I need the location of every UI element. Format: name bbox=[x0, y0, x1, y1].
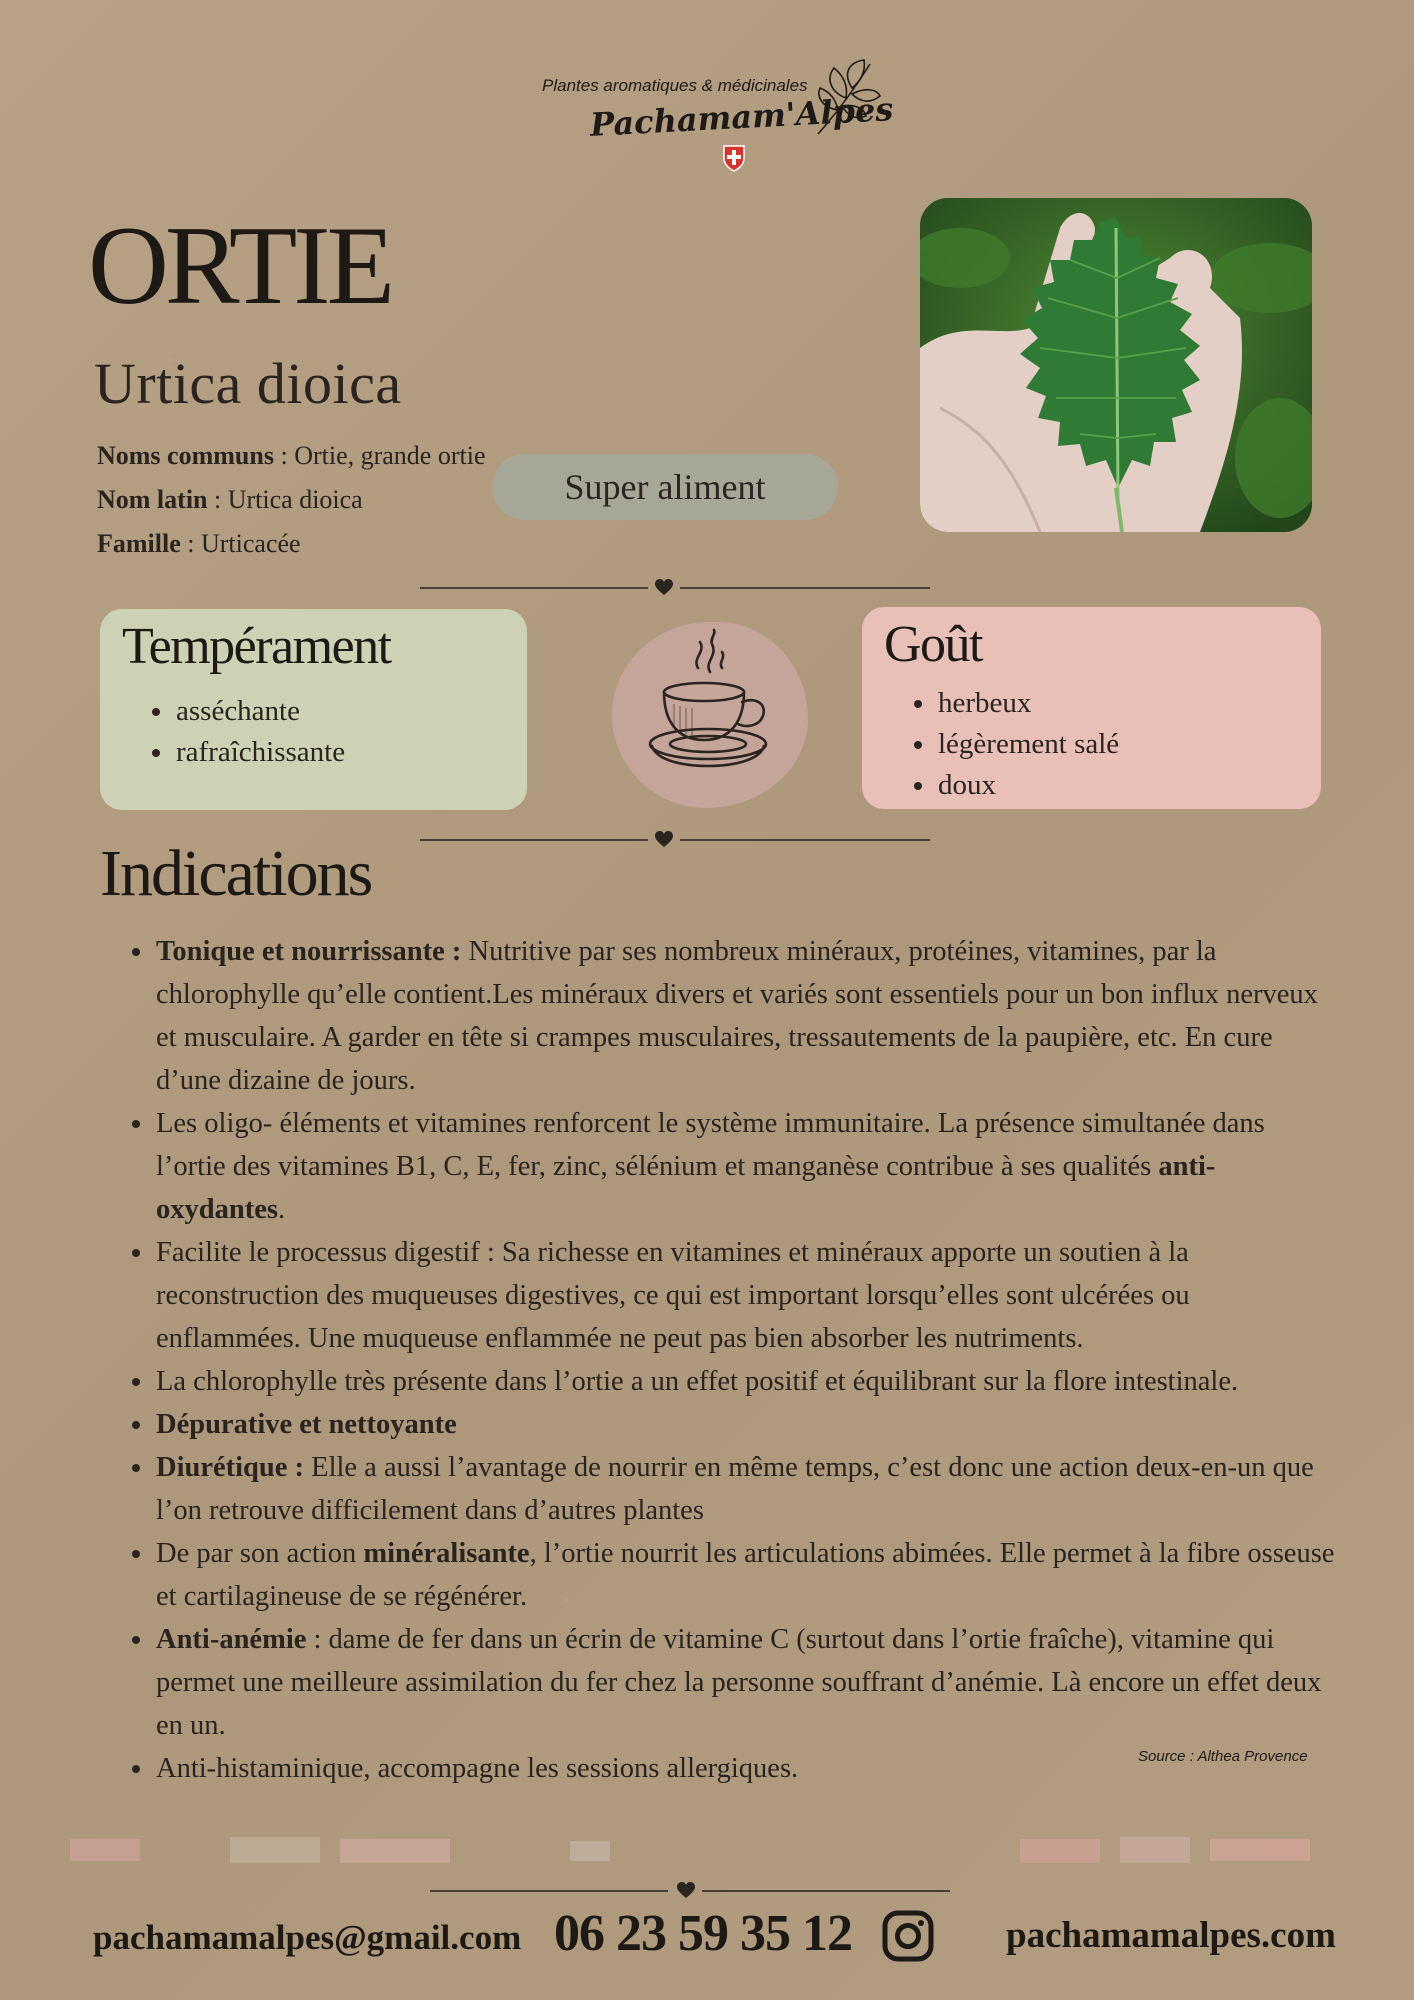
contact-phone[interactable]: 06 23 59 35 12 bbox=[554, 1905, 852, 1962]
list-item bbox=[130, 1360, 1340, 1403]
list-item bbox=[130, 1102, 1340, 1231]
logo-brand-name: Pachamam'Alpes bbox=[589, 90, 895, 144]
indication-bold: Anti-anémie bbox=[156, 1624, 307, 1655]
indication-text: De par son action bbox=[156, 1538, 364, 1569]
temperament-box bbox=[100, 609, 527, 810]
list-item bbox=[130, 1231, 1340, 1360]
list-item bbox=[130, 1618, 1340, 1747]
contact-website[interactable]: pachamamalpes.com bbox=[1006, 1915, 1336, 1956]
heart-icon bbox=[654, 830, 674, 850]
section-divider bbox=[420, 578, 930, 598]
indication-bold: Tonique et nourrissante : bbox=[156, 936, 462, 967]
indication-tail: . bbox=[277, 1194, 286, 1225]
indication-text: Nutritive par ses nombreux minéraux, protéines, vitamines, par la chlorophylle qu’elle contient.Les minéraux divers et variés sont essentiels pour un bon influx nerveux et musculaire. A garder en tête si crampes musculaires, tressautements de la paupière, etc. En cure d’une dizaine de jours. bbox=[156, 936, 1318, 1096]
list-item bbox=[130, 1446, 1340, 1532]
contact-footer bbox=[0, 1900, 1414, 1980]
list-item: légèrement salé bbox=[904, 724, 1119, 765]
fact-label: Famille bbox=[97, 529, 181, 558]
brand-logo bbox=[530, 58, 895, 178]
tea-cup-badge bbox=[612, 622, 808, 808]
tea-cup-icon bbox=[612, 622, 808, 808]
plant-facts bbox=[97, 434, 486, 566]
section-divider bbox=[420, 830, 930, 850]
fact-family: Famille : Urticacée bbox=[97, 529, 301, 558]
list-item bbox=[130, 1403, 1340, 1446]
list-item: herbeux bbox=[904, 683, 1119, 724]
temperament-title: Tempérament bbox=[122, 618, 391, 675]
indication-text: Anti-histaminique, accompagne les sessions allergiques. bbox=[156, 1753, 799, 1784]
indication-tail: , l’ortie nourrit les articulations abimées. Elle permet à la fibre osseuse et cartilagineuse de se régénérer. bbox=[156, 1538, 1335, 1612]
heart-icon bbox=[654, 578, 674, 598]
plant-title: ORTIE bbox=[88, 204, 391, 328]
fact-latin-name: Nom latin : Urtica dioica bbox=[97, 485, 363, 514]
fact-common-names: Noms communs : Ortie, grande ortie bbox=[97, 434, 486, 478]
list-item: asséchante bbox=[142, 691, 345, 732]
taste-list bbox=[904, 683, 1119, 806]
fact-value: Urtica dioica bbox=[227, 485, 363, 514]
list-item bbox=[130, 930, 1340, 1102]
indication-bold: anti-oxydantes bbox=[156, 1151, 1216, 1225]
fact-value: Ortie, grande ortie bbox=[294, 441, 486, 470]
indication-bold: minéralisante bbox=[363, 1538, 530, 1569]
indication-text: Facilite le processus digestif : Sa richesse en vitamines et minéraux apporte un soutien à la reconstruction des muqueuses digestives, ce qui est important lorsqu’elles sont ulcérées ou enflammées. Une muqueuse enflammée ne peut pas bien absorber les nutriments. bbox=[156, 1237, 1190, 1354]
list-item: rafraîchissante bbox=[142, 732, 345, 773]
list-item: doux bbox=[904, 765, 1119, 806]
indication-text: La chlorophylle très présente dans l’ortie a un effet positif et équilibrant sur la flore intestinale. bbox=[156, 1366, 1239, 1397]
nettle-leaf-photo bbox=[920, 198, 1312, 532]
taste-title: Goût bbox=[884, 616, 982, 673]
logo-tagline: Plantes aromatiques & médicinales bbox=[542, 76, 808, 95]
fact-value: Urticacée bbox=[201, 529, 301, 558]
taste-box bbox=[862, 607, 1321, 809]
indications-list bbox=[130, 930, 1340, 1790]
super-food-badge: Super aliment bbox=[492, 454, 838, 520]
instagram-icon[interactable] bbox=[882, 1910, 934, 1962]
indication-text: Les oligo- éléments et vitamines renforcent le système immunitaire. La présence simultanée dans l’ortie des vitamines B1, C, E, fer, zinc, sélénium et manganèse contribue à ses qualités bbox=[156, 1108, 1265, 1182]
indications-title: Indications bbox=[100, 837, 372, 910]
indication-text: Elle a aussi l’avantage de nourrir en même temps, c’est donc une action deux-en-un que l’on retrouve difficilement dans d’autres plantes bbox=[156, 1452, 1314, 1526]
list-item bbox=[130, 1532, 1340, 1618]
contact-email[interactable]: pachamamalpes@gmail.com bbox=[93, 1918, 522, 1957]
decorative-flower-strip bbox=[70, 1833, 1320, 1867]
indication-bold: Dépurative et nettoyante bbox=[156, 1409, 457, 1440]
indication-text: : dame de fer dans un écrin de vitamine C (surtout dans l’ortie fraîche), vitamine qui permet une meilleure assimilation du fer chez la personne souffrant d’anémie. Là encore un effet deux en un. bbox=[156, 1624, 1322, 1741]
latin-title: Urtica dioica bbox=[94, 351, 402, 416]
section-divider bbox=[430, 1881, 950, 1901]
heart-icon bbox=[676, 1881, 696, 1901]
leaf-sprig-icon bbox=[812, 58, 882, 138]
fact-label: Noms communs bbox=[97, 441, 274, 470]
fact-label: Nom latin bbox=[97, 485, 208, 514]
source-note: Source : Althea Provence bbox=[1138, 1748, 1308, 1765]
indication-bold: Diurétique : bbox=[156, 1452, 305, 1483]
savoie-cross-icon bbox=[722, 144, 746, 172]
temperament-list bbox=[142, 691, 345, 773]
